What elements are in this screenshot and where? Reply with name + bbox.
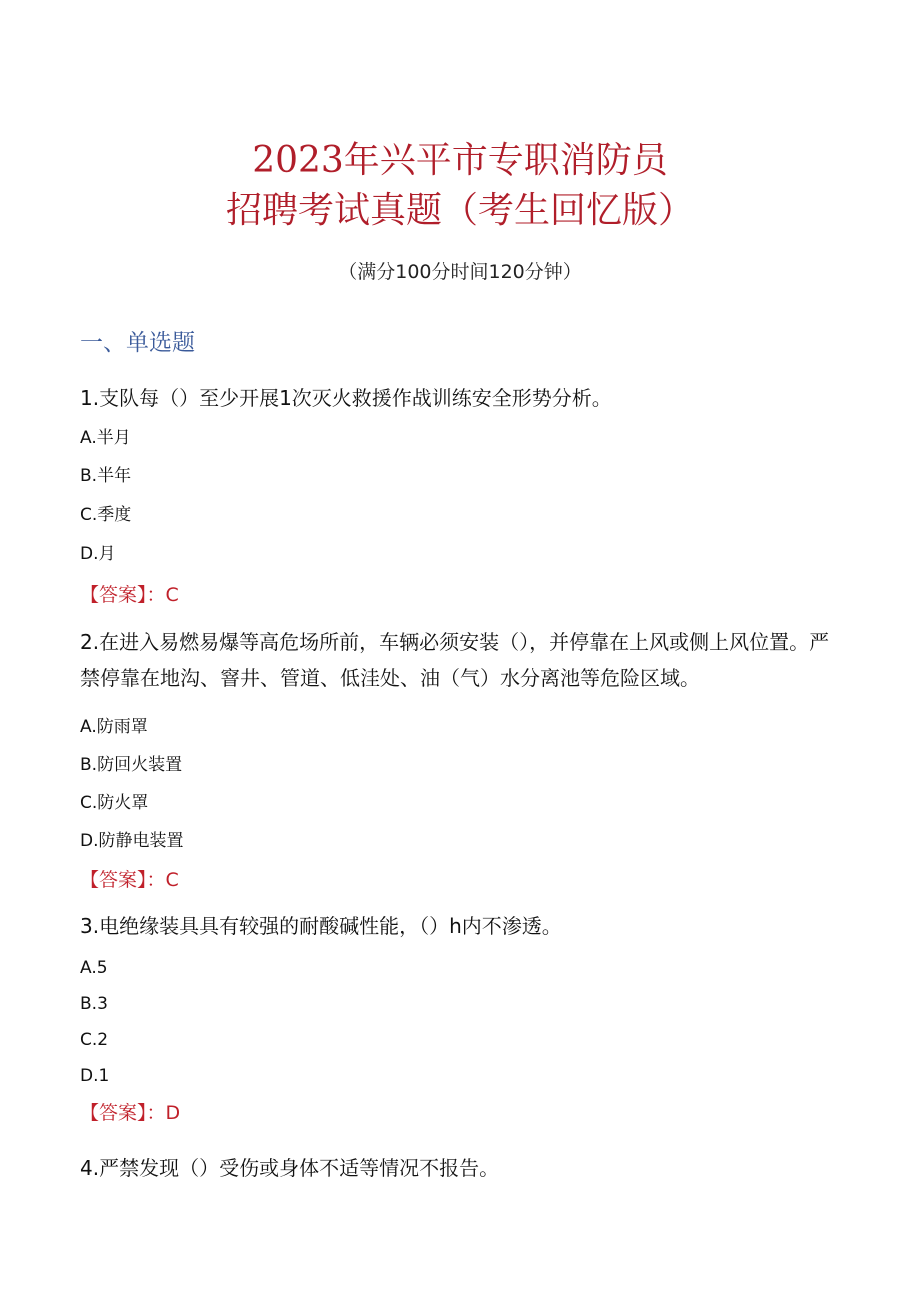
option-c: C.2 [80, 1030, 109, 1050]
document-title-line-2: 招聘考试真题（考生回忆版） [225, 190, 694, 231]
answer-1 [80, 581, 840, 609]
option-a: A.半月 [80, 428, 131, 448]
option-c: C.季度 [80, 505, 132, 525]
option-d: D.1 [80, 1066, 110, 1086]
option-d: D.月 [80, 544, 116, 564]
document-title-line-1: 2023年兴平市专职消防员 [252, 140, 668, 181]
option-a: A.5 [80, 958, 108, 978]
answer-label: 【答案】： [80, 869, 166, 891]
question-1 [80, 380, 840, 416]
question-text: 4.严禁发现（）受伤或身体不适等情况不报告。 [80, 1156, 500, 1180]
option-b: B.防回火装置 [80, 755, 183, 775]
answer-value: C [165, 584, 179, 606]
answer-3 [80, 1099, 840, 1127]
option-c: C.防火罩 [80, 793, 149, 813]
exam-duration-subtitle: （满分100分时间120分钟） [338, 261, 582, 283]
question-4 [80, 1150, 840, 1186]
option-d: D.防静电装置 [80, 831, 184, 851]
answer-label: 【答案】： [80, 584, 166, 606]
option-b: B.半年 [80, 466, 132, 486]
answer-value: D [165, 1102, 181, 1124]
section-heading: 一、单选题 [80, 330, 195, 356]
answer-value: C [165, 869, 179, 891]
question-text: 2.在进入易燃易爆等高危场所前，车辆必须安装（），并停靠在上风或侧上风位置。严禁停靠在地沟、窨井、管道、低洼处、油（气）水分离池等危险区域。 [80, 630, 830, 690]
option-a: A.防雨罩 [80, 717, 148, 737]
question-text: 3.电绝缘装具具有较强的耐酸碱性能，（）h内不渗透。 [80, 914, 562, 938]
answer-2 [80, 866, 840, 894]
option-b: B.3 [80, 994, 108, 1014]
answer-label: 【答案】： [80, 1102, 166, 1124]
question-text: 1.支队每（）至少开展1次灭火救援作战训练安全形势分析。 [80, 386, 612, 410]
question-3 [80, 908, 840, 944]
question-2 [80, 624, 840, 696]
